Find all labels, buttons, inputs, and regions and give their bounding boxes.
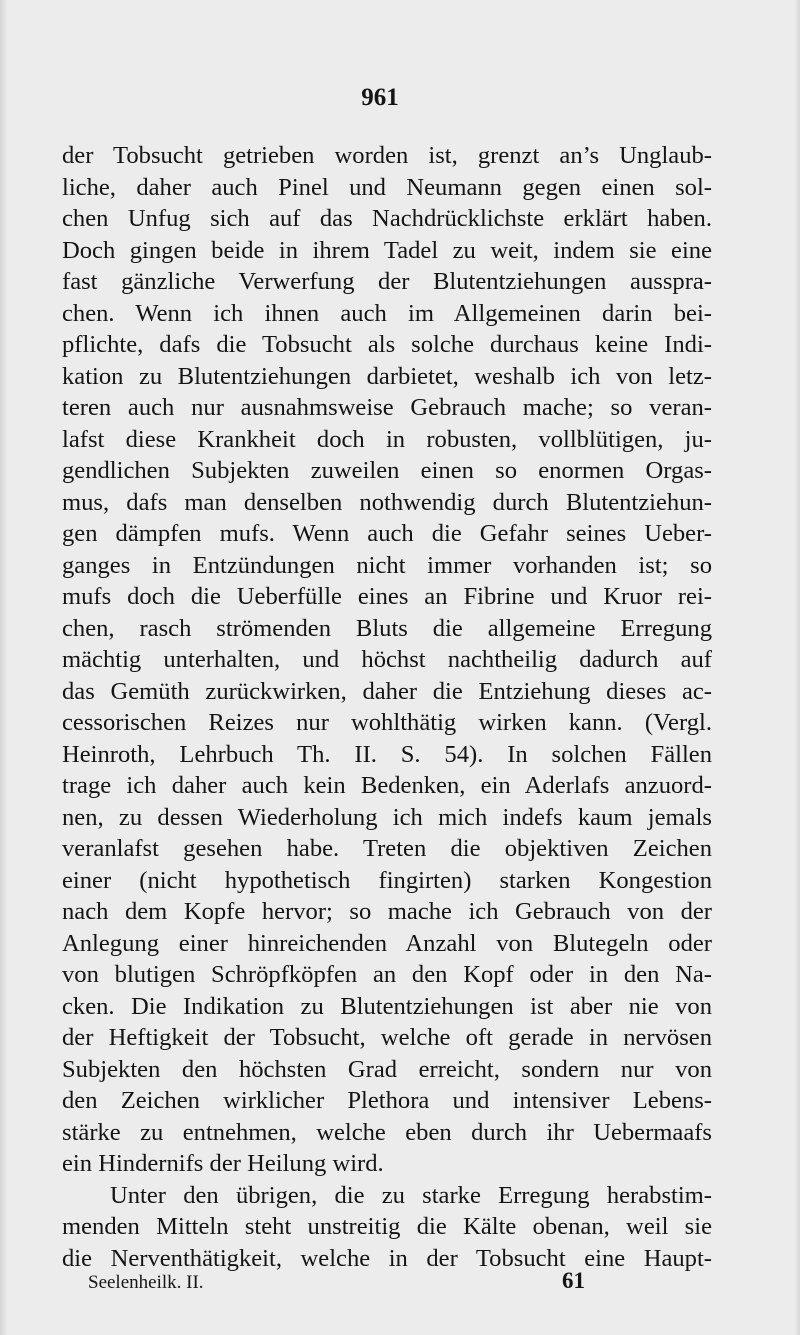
page-footer: [88, 1268, 588, 1298]
text-line: nach dem Kopfe hervor; so mache ich Gebrauch von der: [62, 898, 712, 925]
text-line: gen dämpfen mufs. Wenn auch die Gefahr seines Ueber-: [62, 520, 712, 547]
text-line: einer (nicht hypothetisch fingirten) starken Kongestion: [62, 866, 712, 894]
text-line: der Heftigkeit der Tobsucht, welche oft gerade in nervösen: [62, 1024, 712, 1051]
paragraph-first-line: Unter den übrigen, die zu starke Erregung herabstim-: [110, 1181, 712, 1209]
text-line: fast gänzliche Verwerfung der Blutentziehungen ausspra-: [62, 268, 712, 295]
text-line: Subjekten den höchsten Grad erreicht, sondern nur von: [62, 1055, 712, 1083]
text-line: teren auch nur ausnahmsweise Gebrauch mache; so veran-: [62, 394, 712, 421]
text-line: chen, rasch strömenden Bluts die allgemeine Erregung: [62, 614, 712, 642]
text-line: veranlafst gesehen habe. Treten die objektiven Zeichen: [62, 835, 712, 862]
text-line: ganges in Entzündungen nicht immer vorhanden ist; so: [62, 551, 712, 579]
text-line: Heinroth, Lehrbuch Th. II. S. 54). In solchen Fällen: [62, 740, 712, 768]
text-line: chen Unfug sich auf das Nachdrücklichste erklärt haben.: [62, 205, 712, 232]
text-line: liche, daher auch Pinel und Neumann gegen einen sol-: [62, 173, 712, 201]
text-line: der Tobsucht getrieben worden ist, grenzt an’s Unglaub-: [62, 142, 712, 169]
text-line: den Zeichen wirklicher Plethora und intensiver Lebens-: [62, 1087, 712, 1114]
text-line: stärke zu entnehmen, welche eben durch ihr Uebermaafs: [62, 1118, 712, 1146]
text-line: gendlichen Subjekten zuweilen einen so enormen Orgas-: [62, 457, 712, 484]
text-line: kation zu Blutentziehungen darbietet, weshalb ich von letz-: [62, 362, 712, 390]
text-line: die Nerventhätigkeit, welche in der Tobsucht eine Haupt-: [62, 1244, 712, 1272]
body-text: [62, 140, 712, 1274]
page-number: 961: [361, 84, 399, 111]
text-line: menden Mitteln steht unstreitig die Kälte obenan, weil sie: [62, 1213, 712, 1240]
text-line: nen, zu dessen Wiederholung ich mich indefs kaum jemals: [62, 803, 712, 831]
page-left-edge: [0, 0, 8, 1335]
text-line: mächtig unterhalten, und höchst nachtheilig dadurch auf: [62, 646, 712, 673]
text-line: trage ich daher auch kein Bedenken, ein Aderlafs anzuord-: [62, 772, 712, 799]
text-line: mus, dafs man denselben nothwendig durch Blutentziehun-: [62, 488, 712, 516]
text-line: von blutigen Schröpfköpfen an den Kopf oder in den Na-: [62, 961, 712, 988]
text-line: chen. Wenn ich ihnen auch im Allgemeinen darin bei-: [62, 299, 712, 327]
text-line: Doch gingen beide in ihrem Tadel zu weit, indem sie eine: [62, 236, 712, 264]
text-line: Anlegung einer hinreichenden Anzahl von Blutegeln oder: [62, 929, 712, 957]
signature-mark: Seelenheilk. II.: [88, 1272, 204, 1293]
page-right-edge: [794, 0, 800, 1335]
text-line: mufs doch die Ueberfülle eines an Fibrine und Kruor rei-: [62, 583, 712, 610]
text-line: cken. Die Indikation zu Blutentziehungen ist aber nie von: [62, 992, 712, 1020]
text-line: lafst diese Krankheit doch in robusten, vollblütigen, ju-: [62, 425, 712, 453]
paragraph-last-line: ein Hindernifs der Heilung wird.: [62, 1150, 384, 1177]
text-line: pflichte, dafs die Tobsucht als solche durchaus keine Indi-: [62, 331, 712, 358]
text-line: cessorischen Reizes nur wohlthätig wirken kann. (Vergl.: [62, 709, 712, 736]
sheet-number: 61: [562, 1268, 585, 1293]
text-line: das Gemüth zurückwirken, daher die Entziehung dieses ac-: [62, 677, 712, 705]
